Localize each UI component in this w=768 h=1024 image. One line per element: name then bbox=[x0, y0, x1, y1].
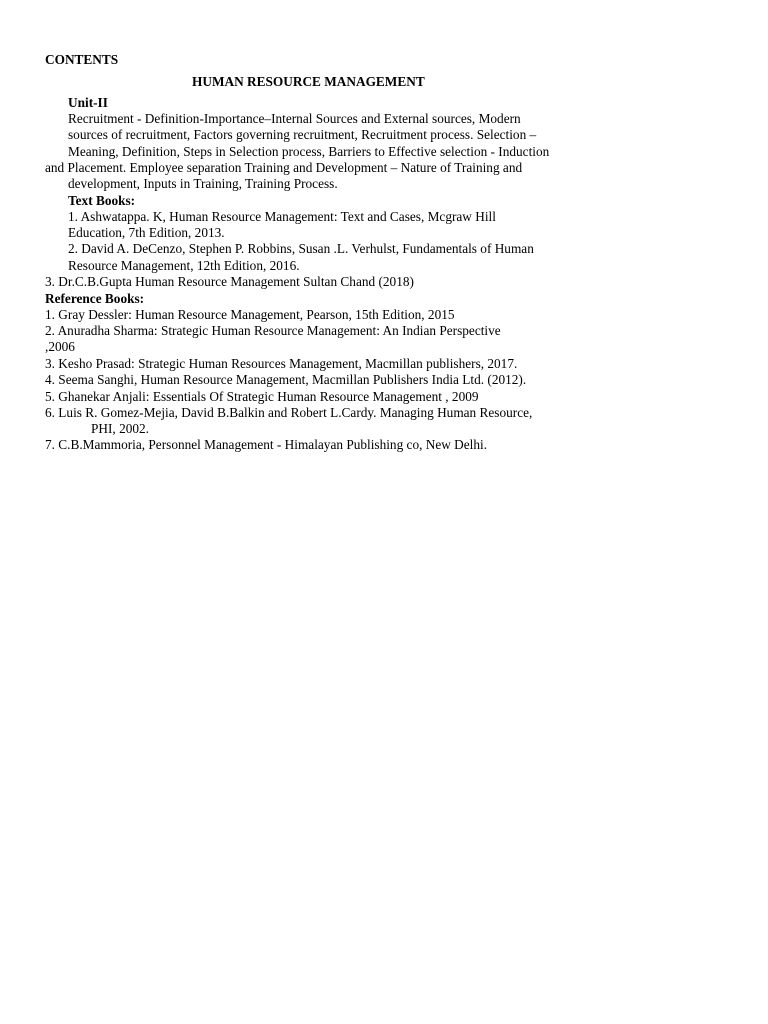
text-book-line: 1. Ashwatappa. K, Human Resource Management: Text and Cases, Mcgraw Hill bbox=[68, 209, 496, 224]
contents-heading: CONTENTS bbox=[45, 52, 119, 67]
reference-book-line: 1. Gray Dessler: Human Resource Management, Pearson, 15th Edition, 2015 bbox=[45, 307, 455, 322]
unit-text-line: and Placement. Employee separation Training and Development – Nature of Training and bbox=[45, 160, 523, 175]
course-title: HUMAN RESOURCE MANAGEMENT bbox=[192, 74, 425, 89]
text-book-line: 2. David A. DeCenzo, Stephen P. Robbins, Susan .L. Verhulst, Fundamentals of Human bbox=[68, 241, 534, 256]
reference-book-line: PHI, 2002. bbox=[91, 421, 149, 436]
reference-book-line: 7. C.B.Mammoria, Personnel Management - Himalayan Publishing co, New Delhi. bbox=[45, 437, 488, 452]
reference-book-line: 5. Ghanekar Anjali: Essentials Of Strategic Human Resource Management , 2009 bbox=[45, 389, 479, 404]
unit-text-line: Meaning, Definition, Steps in Selection process, Barriers to Effective selection - Induction bbox=[68, 144, 550, 159]
text-book-line: Resource Management, 12th Edition, 2016. bbox=[68, 258, 300, 273]
text-book-line: 3. Dr.C.B.Gupta Human Resource Management Sultan Chand (2018) bbox=[45, 274, 414, 289]
unit-heading: Unit-II bbox=[68, 95, 108, 110]
text-books-heading: Text Books: bbox=[68, 193, 136, 208]
reference-book-line: 6. Luis R. Gomez-Mejia, David B.Balkin and Robert L.Cardy. Managing Human Resource, bbox=[45, 405, 533, 420]
text-book-line: Education, 7th Edition, 2013. bbox=[68, 225, 225, 240]
reference-book-line: ,2006 bbox=[45, 339, 75, 354]
unit-text-line: Recruitment - Definition-Importance–Internal Sources and External sources, Modern bbox=[68, 111, 521, 126]
reference-book-line: 3. Kesho Prasad: Strategic Human Resources Management, Macmillan publishers, 2017. bbox=[45, 356, 518, 371]
unit-text-line: sources of recruitment, Factors governing recruitment, Recruitment process. Selection – bbox=[68, 127, 537, 142]
reference-book-line: 2. Anuradha Sharma: Strategic Human Resource Management: An Indian Perspective bbox=[45, 323, 501, 338]
reference-books-heading: Reference Books: bbox=[45, 291, 145, 306]
reference-book-line: 4. Seema Sanghi, Human Resource Management, Macmillan Publishers India Ltd. (2012). bbox=[45, 372, 527, 387]
unit-text-line: development, Inputs in Training, Training Process. bbox=[68, 176, 338, 191]
